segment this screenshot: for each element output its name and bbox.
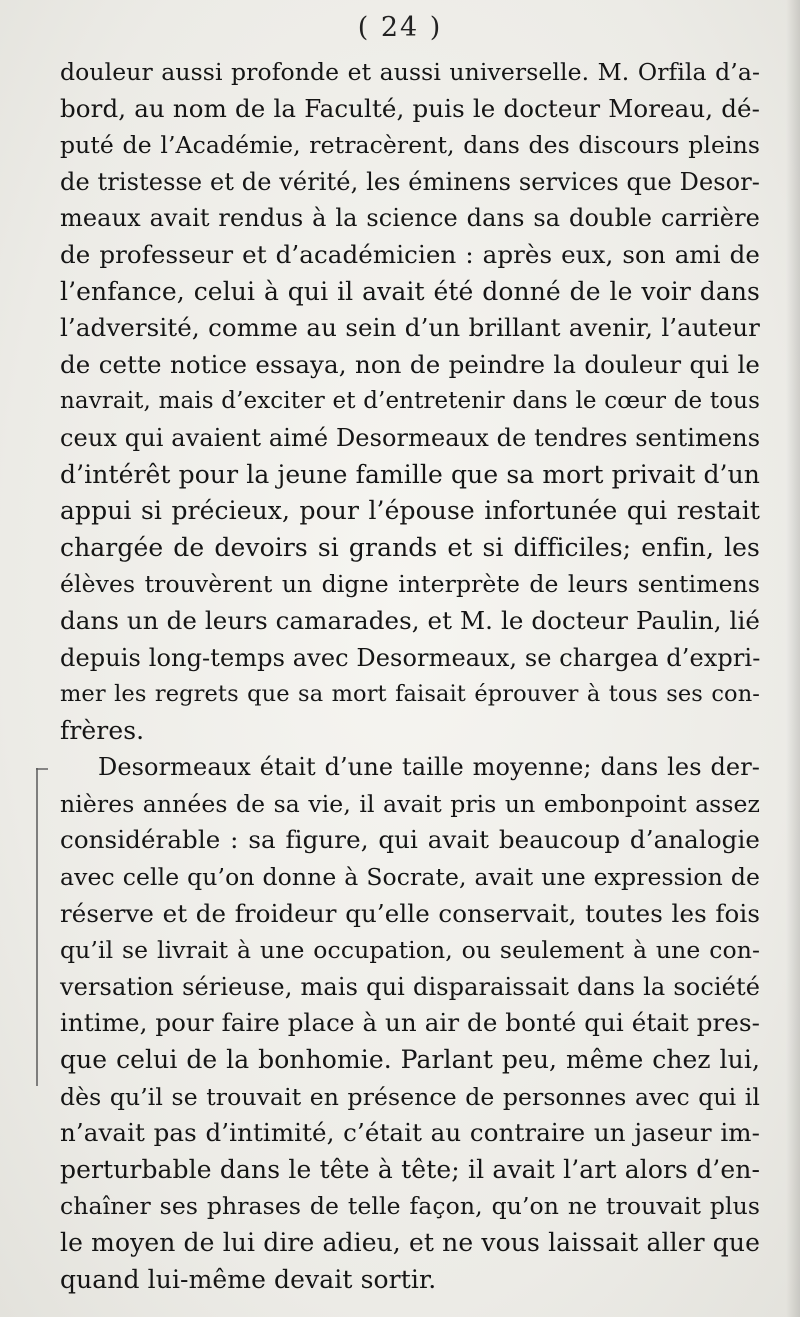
text-line: chaîner ses phrases de telle façon, qu’on ne trouvait plus [60,1192,760,1221]
margin-mark-line [36,768,38,1086]
text-line: élèves trouvèrent un digne interprète de leurs sentimens [60,570,760,599]
text-line: douleur aussi profonde et aussi universelle. M. Orfila d’a- [60,58,760,86]
text-line: navrait, mais d’exciter et d’entretenir dans le cœur de tous [60,388,760,415]
text-line: intime, pour faire place à un air de bonté qui était pres- [60,1008,761,1038]
text-line: considérable : sa figure, qui avait beaucoup d’analogie [60,825,760,855]
text-line: depuis long-temps avec Desormeaux, se chargea d’expri- [60,643,761,672]
text-line: avec celle qu’on donne à Socrate, avait une expression de [60,863,760,892]
text-line: mer les regrets que sa mort faisait éprouver à tous ses con- [60,681,760,708]
page-edge-shadow [786,0,800,1317]
text-line: de professeur et d’académicien : après eux, son ami de [60,239,760,269]
text-line: de tristesse et de vérité, les éminens services que Desor- [60,167,760,196]
text-line: l’enfance, celui à qui il avait été donné de le voir dans [60,276,760,306]
text-line: dès qu’il se trouvait en présence de personnes avec qui il [60,1082,760,1111]
text-line: que celui de la bonhomie. Parlant peu, même chez lui, [60,1045,760,1075]
text-line: appui si précieux, pour l’épouse infortunée qui restait [60,496,760,526]
paragraph-end-line: quand lui-même devait sortir. [60,1264,437,1294]
text-line: ceux qui avaient aimé Desormeaux de tendres sentimens [60,423,761,452]
text-line: chargée de devoirs si grands et si difficiles; enfin, les [60,532,760,562]
text-line: réserve et de froideur qu’elle conservait, toutes les fois [60,898,760,928]
text-line: qu’il se livrait à une occupation, ou seulement à une con- [60,936,760,965]
text-line: bord, au nom de la Faculté, puis le docteur Moreau, dé- [60,93,760,123]
text-line: nières années de sa vie, il avait pris un embonpoint assez [60,789,760,818]
text-line: meaux avait rendus à la science dans sa double carrière [60,204,760,233]
text-line: de cette notice essaya, non de peindre la douleur qui le [60,349,760,379]
text-line: puté de l’Académie, retracèrent, dans des discours pleins [60,131,760,160]
text-line: perturbable dans le tête à tête; il avait l’art alors d’en- [60,1154,760,1184]
text-line: d’intérêt pour la jeune famille que sa mort privait d’un [60,459,760,489]
page-number: ( 24 ) [357,12,443,43]
text-line: versation sérieuse, mais qui disparaissait dans la société [60,972,760,1001]
text-line: dans un de leurs camarades, et M. le docteur Paulin, lié [60,605,761,635]
text-line: le moyen de lui dire adieu, et ne vous laissait aller que [60,1228,760,1257]
text-line: n’avait pas d’intimité, c’était au contraire un jaseur im- [60,1118,760,1148]
body-text [60,54,760,1298]
paragraph-start-line: Desormeaux était d’une taille moyenne; dans les der- [98,753,760,782]
text-line: l’adversité, comme au sein d’un brillant avenir, l’auteur [60,313,760,343]
paragraph-end-line: frères. [60,715,145,745]
